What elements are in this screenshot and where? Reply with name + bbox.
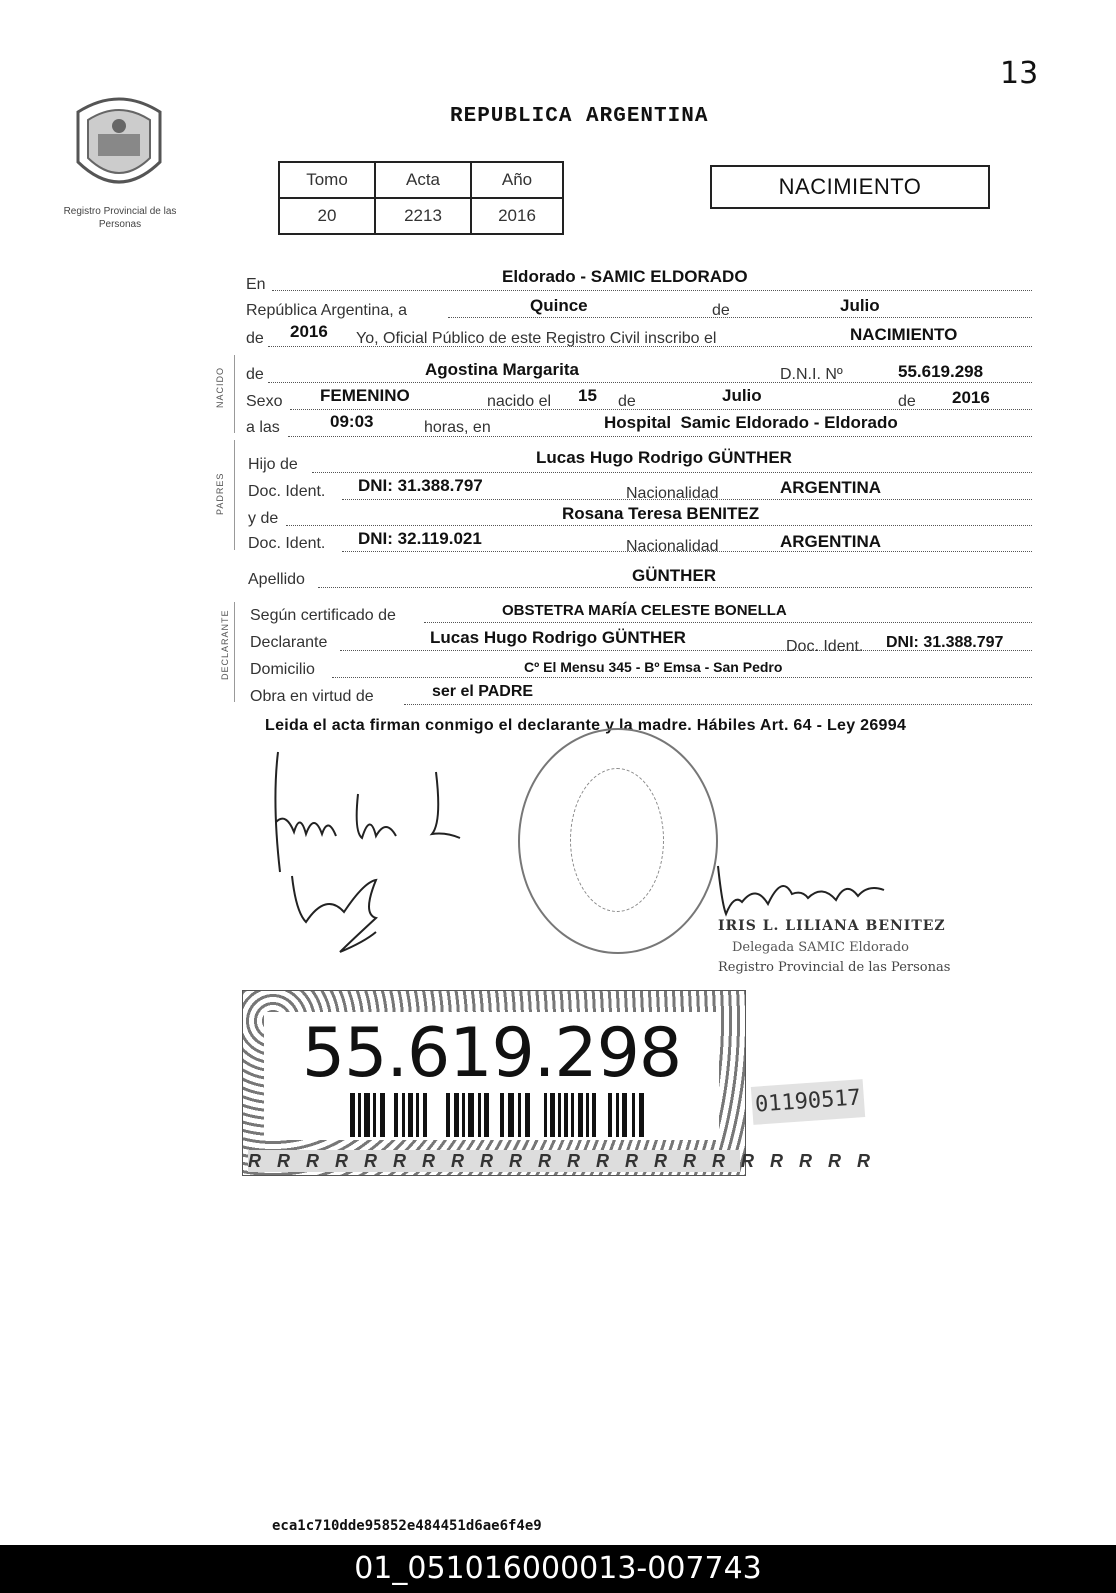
padre-value: Lucas Hugo Rodrigo GÜNTHER [536, 448, 792, 467]
obra-value: ser el PADRE [432, 683, 534, 700]
seal-caption: Registro Provincial de las Personas [63, 206, 177, 230]
record-type: NACIMIENTO [710, 165, 990, 209]
anio-value: 2016 [952, 388, 990, 407]
side-label-declarante: DECLARANTE [220, 609, 230, 680]
line-sexo [290, 409, 1032, 410]
official-role: Delegada SAMIC Eldorado [732, 940, 909, 955]
year-value: 2016 [290, 322, 328, 341]
hijo-label: Hijo de [248, 456, 298, 473]
line-madre [286, 525, 1032, 526]
madre-value: Rosana Teresa BENITEZ [562, 504, 760, 523]
divider-nacido [234, 355, 235, 433]
republica-month: Julio [840, 296, 880, 315]
provincial-seal-icon [70, 92, 168, 196]
nacido-label: nacido el [487, 393, 552, 410]
republica-day: Quince [530, 296, 588, 315]
apellido-label: Apellido [248, 571, 305, 588]
sexo-label: Sexo [246, 393, 283, 410]
doc3-value: DNI: 31.388.797 [886, 634, 1004, 651]
republica-label: República Argentina, a [246, 302, 407, 319]
lugar-value: Hospital Samic Eldorado - Eldorado [604, 413, 898, 432]
en-label: En [246, 276, 266, 293]
declarant-signature [266, 742, 466, 972]
nac1-label: Nacionalidad [626, 485, 719, 502]
page-number: 13 [1000, 56, 1039, 91]
official-org: Registro Provincial de las Personas [718, 960, 951, 975]
line-hora [288, 436, 1032, 437]
domicilio-value: Cº El Mensu 345 - Bº Emsa - San Pedro [524, 659, 783, 675]
divider-declarante [234, 602, 235, 702]
line-obra [404, 704, 1032, 705]
official-signature [712, 854, 892, 918]
hora-value: 09:03 [330, 412, 374, 431]
dia-value: 15 [578, 386, 597, 405]
dni-value: 55.619.298 [898, 362, 984, 381]
header-tomo: Tomo [279, 162, 375, 198]
doc3-label: Doc. Ident. [786, 638, 864, 655]
registry-table [278, 161, 564, 235]
divider-padres [234, 440, 235, 550]
decl-label: Declarante [250, 634, 328, 651]
security-strip: RRRRRRRRRRRRRRRRRRRRRR [248, 1151, 886, 1171]
nombre-value: Agostina Margarita [425, 360, 579, 379]
value-tomo: 20 [279, 198, 375, 234]
anio-de-label: de [898, 393, 916, 410]
closing-note: Leida el acta firman conmigo el declarante y la madre. Hábiles Art. 64 - Ley 26994 [265, 717, 907, 734]
line-padre [312, 472, 1032, 473]
control-number: 01190517 [751, 1079, 865, 1125]
nac1-value: ARGENTINA [780, 478, 882, 497]
cert-label: Según certificado de [250, 607, 396, 624]
line-republica [448, 317, 1032, 318]
obra-label: Obra en virtud de [250, 688, 374, 705]
doc2-value: DNI: 32.119.021 [358, 529, 482, 548]
header-acta: Acta [375, 162, 471, 198]
en-value: Eldorado - SAMIC ELDORADO [502, 267, 748, 286]
footer-id: 01_051016000013-007743 [0, 1545, 1116, 1593]
line-apellido [318, 587, 1032, 588]
document-hash: eca1c710dde95852e484451d6ae6f4e9 [272, 1518, 542, 1534]
horas-label: horas, en [424, 419, 491, 436]
nac2-label: Nacionalidad [626, 538, 719, 555]
apellido-value: GÜNTHER [632, 566, 717, 585]
yde-label: y de [248, 510, 279, 527]
line-en [272, 290, 1032, 291]
dom-label: Domicilio [250, 661, 315, 678]
header-anio: Año [471, 162, 563, 198]
stamp-inner-ring [570, 768, 664, 912]
country-title: REPUBLICA ARGENTINA [450, 105, 709, 128]
republica-de: de [712, 302, 730, 319]
dni-label: D.N.I. Nº [780, 366, 843, 383]
side-label-nacido: NACIDO [215, 366, 225, 408]
declarante-value: Lucas Hugo Rodrigo GÜNTHER [430, 628, 686, 647]
cert-value: OBSTETRA MARÍA CELESTE BONELLA [502, 602, 787, 619]
sexo-value: FEMENINO [320, 386, 410, 405]
official-name: IRIS L. LILIANA BENITEZ [718, 918, 946, 934]
doc2-label: Doc. Ident. [248, 535, 326, 552]
nac2-value: ARGENTINA [780, 532, 882, 551]
nombre-label: de [246, 366, 264, 383]
barcode-icon [350, 1093, 646, 1137]
hora-label: a las [246, 419, 280, 436]
doc1-label: Doc. Ident. [248, 483, 326, 500]
sticker-number: 55.619.298 [301, 1014, 682, 1093]
doc1-value: DNI: 31.388.797 [358, 476, 483, 495]
side-label-padres: PADRES [215, 472, 225, 515]
year-label: de [246, 330, 264, 347]
mes-value: Julio [722, 386, 762, 405]
value-anio: 2016 [471, 198, 563, 234]
line-nombre [268, 382, 1032, 383]
value-acta: 2213 [375, 198, 471, 234]
line-domicilio [332, 677, 1032, 678]
inscribo-value: NACIMIENTO [850, 325, 958, 344]
line-certificado [424, 622, 1032, 623]
oficial-text: Yo, Oficial Público de este Registro Civil inscribo el [356, 330, 717, 347]
mes-de-label: de [618, 393, 636, 410]
